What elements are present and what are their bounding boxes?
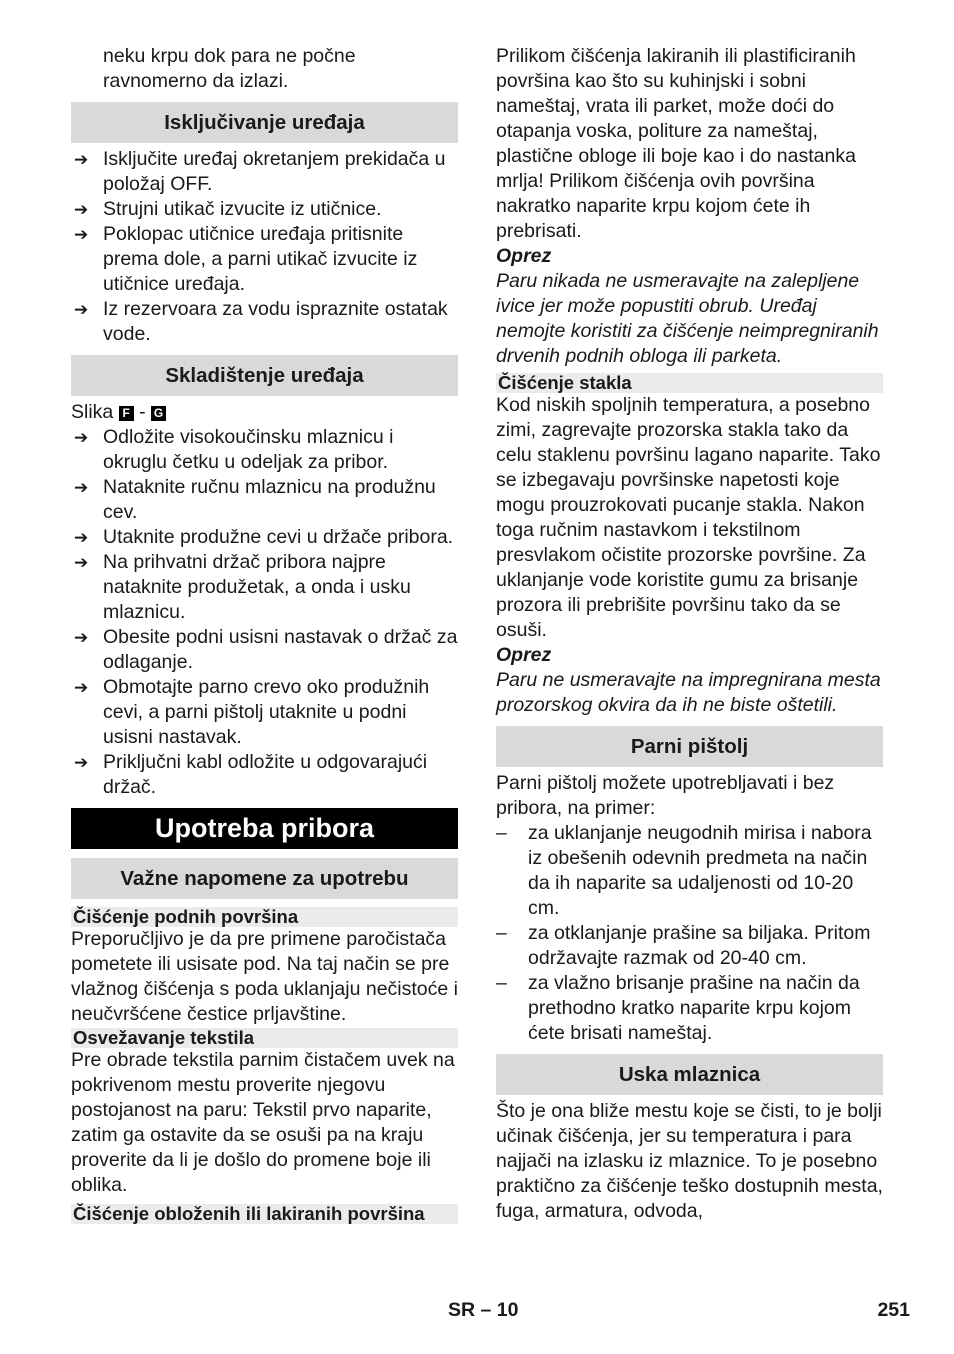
list-item: ➔ Obesite podni usisni nastavak o držač za odlaganje. xyxy=(74,626,458,673)
caution-text: Paru nikada ne usmeravajte na zalepljene ivice jer može popustiti obrub. Uređaj nemojte koristiti za čišćenje neimpregniranih drvenih podnih obloga ili parketa. xyxy=(496,270,879,367)
list-item: ➔ Priključni kabl odložite u odgovarajući držač. xyxy=(74,751,428,798)
list-item: – za uklanjanje neugodnih mirisa i nabora iz obešenih odevnih predmeta na način da ih naparite sa udaljenosti od 10-20 cm. xyxy=(496,822,872,919)
steam-gun-intro: Parni pištolj možete upotrebljavati i bez pribora, na primer: xyxy=(496,772,835,819)
heading-narrow-nozzle: Uska mlaznica xyxy=(496,1054,883,1095)
turning-off-list xyxy=(71,147,458,347)
list-item: ➔ Obmotajte parno crevo oko produžnih cevi, a parni pištolj utaknite u podni usisni nastavak. xyxy=(74,676,430,748)
list-item: – za vlažno brisanje prašine na način da prethodno kratko naparite krpu kojom ćete brisati nameštaj. xyxy=(496,972,860,1044)
list-item: ➔ Nataknite ručnu mlaznicu na produžnu cev. xyxy=(74,476,436,523)
floor-cleaning-text: Preporučljivo je da pre primene paročistača pometete ili usisate pod. Na taj način se pre vlažnog čišćenja s poda uklanjaju nečistoće i neučvršćene čestice prljavštine. xyxy=(71,928,458,1025)
list-item: ➔ Poklopac utičnice uređaja pritisnite prema dole, a parni utikač izvucite iz utičnice uređaja. xyxy=(74,223,418,295)
heading-important-notes: Važne napomene za upotrebu xyxy=(71,858,458,899)
arrow-right-icon: ➔ xyxy=(74,678,89,697)
steam-gun-list xyxy=(496,821,883,1046)
heading-turning-off: Isključivanje uređaja xyxy=(71,102,458,143)
list-item: ➔ Utaknite produžne cevi u držače pribora. xyxy=(74,526,454,548)
narrow-nozzle-text: Što je ona bliže mestu koje se čisti, to je bolji učinak čišćenja, jer su temperatura i para najjači na izlasku iz mlaznice. To je posebno praktično za čišćenje teško dostupnih mesta, fuga, armatura, odvoda, xyxy=(496,1100,883,1222)
page-number: 251 xyxy=(877,1299,910,1321)
list-item: ➔ Isključite uređaj okretanjem prekidača u položaj OFF. xyxy=(74,148,446,195)
caution-text: Paru ne usmeravajte na impregnirana mesta prozorskog okvira da ih ne biste oštetili. xyxy=(496,669,881,716)
dash-bullet: – xyxy=(496,922,507,944)
list-item: ➔ Na prihvatni držač pribora najpre nataknite produžetak, a onda i usku mlaznicu. xyxy=(74,551,411,623)
right-column xyxy=(496,44,883,1224)
subheading-floor-cleaning: Čišćenje podnih površina xyxy=(71,907,458,927)
arrow-right-icon: ➔ xyxy=(74,225,89,244)
subheading-textile-refresh: Osvežavanje tekstila xyxy=(71,1028,458,1048)
heading-steam-gun: Parni pištolj xyxy=(496,726,883,767)
list-item: – za otklanjanje prašine sa biljaka. Pritom održavajte razmak od 20-40 cm. xyxy=(496,922,871,969)
left-column xyxy=(71,44,458,1224)
textile-refresh-text: Pre obrade tekstila parnim čistačem uvek na pokrivenom mestu proverite njegovu postojanost na paru: Tekstil prvo naparite, zatim ga ostavite da se osuši pa na kraju proverite da li je došlo do promene boje ili oblika. xyxy=(71,1049,455,1196)
arrow-right-icon: ➔ xyxy=(74,200,89,219)
figure-reference: Slika F - G xyxy=(71,400,458,425)
dash-bullet: – xyxy=(496,972,507,994)
storage-list xyxy=(71,425,458,800)
chapter-title: Upotreba pribora xyxy=(71,808,458,849)
arrow-right-icon: ➔ xyxy=(74,753,89,772)
arrow-right-icon: ➔ xyxy=(74,428,89,447)
subheading-coated-surfaces: Čišćenje obloženih ili lakiranih površina xyxy=(71,1204,458,1224)
intro-text: neku krpu dok para ne počne ravnomerno da izlazi. xyxy=(103,45,356,92)
figure-letter-g: G xyxy=(151,406,166,421)
dash-bullet: – xyxy=(496,822,507,844)
subheading-glass-cleaning: Čišćenje stakla xyxy=(496,373,883,393)
arrow-right-icon: ➔ xyxy=(74,528,89,547)
arrow-right-icon: ➔ xyxy=(74,150,89,169)
arrow-right-icon: ➔ xyxy=(74,628,89,647)
page-footer xyxy=(0,1298,954,1322)
lacquer-text: Prilikom čišćenja lakiranih ili plastificiranih površina kao što su kuhinjski i sobni nameštaj, vrata ili parket, može doći do otapanja voska, politure za nameštaj, plastične obloge ili boje kao i do nastanka mrlja! Prilikom čišćenja ovih površina nakratko naparite krpu kojom ćete ih prebrisati. xyxy=(496,45,856,242)
figure-letter-f: F xyxy=(119,406,134,421)
list-item: ➔ Odložite visokoučinsku mlaznicu i okruglu četku u odeljak za pribor. xyxy=(74,426,394,473)
arrow-right-icon: ➔ xyxy=(74,553,89,572)
caution-label: Oprez xyxy=(496,644,552,666)
section-code: SR – 10 xyxy=(448,1299,519,1321)
list-item: ➔ Iz rezervoara za vodu ispraznite ostatak vode. xyxy=(74,298,448,345)
arrow-right-icon: ➔ xyxy=(74,300,89,319)
list-item: ➔ Strujni utikač izvucite iz utičnice. xyxy=(74,198,382,220)
heading-storage: Skladištenje uređaja xyxy=(71,355,458,396)
glass-cleaning-text: Kod niskih spoljnih temperatura, a posebno zimi, zagrevajte prozorska stakla tako da celu staklenu površinu lagano naparite. Tako se izbegavaju površinske napetosti koje mogu prouzrokovati pucanje stakla. Nakon toga ručnim nastavkom i tekstilnom presvlakom očistite prozorske površine. Za uklanjanje vode koristite gumu za brisanje prozora ili prebrišite površinu tako da se osuši. xyxy=(496,394,881,641)
arrow-right-icon: ➔ xyxy=(74,478,89,497)
caution-label: Oprez xyxy=(496,245,552,267)
